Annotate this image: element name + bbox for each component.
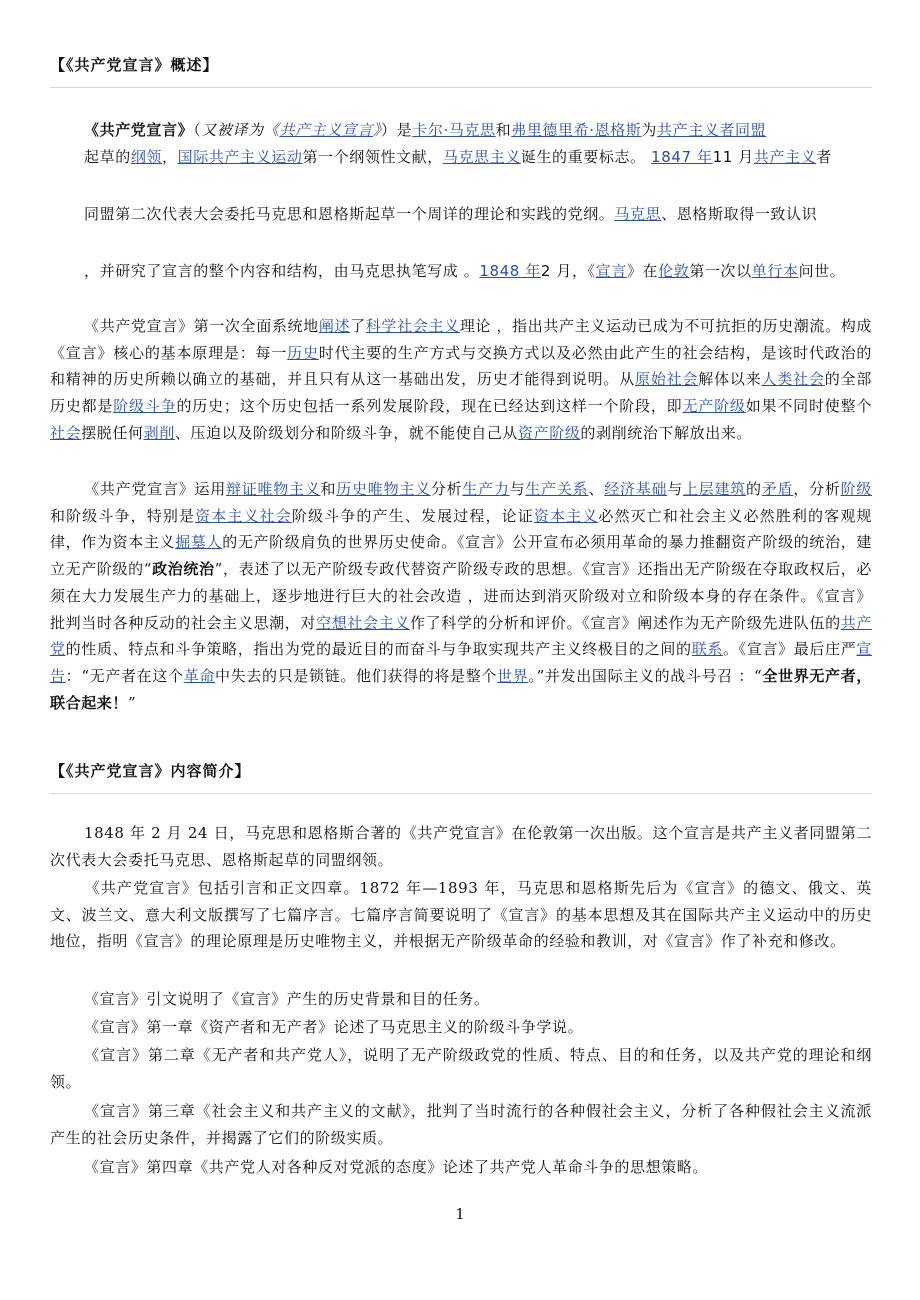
bold-text: 政治统治 xyxy=(152,560,215,579)
text: 作了科学的分析和评价。《宣言》阐述作为无产阶级先进队伍的 xyxy=(410,613,841,632)
text: 第一个纲领性文献， xyxy=(302,147,443,166)
text: 如果不同时使整个 xyxy=(745,397,872,416)
text: 问世。 xyxy=(798,262,846,280)
link-class[interactable]: 阶级 xyxy=(840,480,872,498)
link-relations-of-production[interactable]: 生产关系 xyxy=(525,480,589,498)
link-history[interactable]: 历史 xyxy=(287,343,319,362)
link-scientific-socialism[interactable]: 科学社会主义 xyxy=(365,317,460,335)
text: ” xyxy=(128,693,137,712)
link-proletariat[interactable]: 无产阶级 xyxy=(682,397,746,416)
paragraph xyxy=(50,986,872,1013)
paragraph xyxy=(50,1098,872,1151)
text: 1848 年 2 月 24 日，马克思和恩格斯合著的《共产党宣言》在伦敦第一次出版。这个宣言是共产主义者同盟第二次代表大会委托马克思、恩格斯起草的同盟纲领。 xyxy=(50,824,872,869)
text: 的剥削统治下解放出来。 xyxy=(580,423,753,442)
text: 》 xyxy=(372,121,382,139)
link-economic-base[interactable]: 经济基础 xyxy=(604,480,668,498)
link-marx[interactable]: 马克思 xyxy=(614,205,662,223)
text: 的无产阶级肩负的世界历史使命。《宣言》公开宣布必须用革命的暴力推翻资产阶级的统治，建立无产阶级的“ xyxy=(50,533,872,579)
text: 2 月，《 xyxy=(540,262,596,280)
text: 和阶级斗争，特别是 xyxy=(50,506,196,525)
text: （ xyxy=(193,121,202,139)
link-utopian-socialism[interactable]: 空想社会主义 xyxy=(316,613,410,632)
text: 《共产党宣言》 xyxy=(84,121,194,139)
paragraph xyxy=(50,1042,872,1095)
link-revolution[interactable]: 革命 xyxy=(183,666,216,685)
text: ”，表述了以无产阶级专政代替资产阶级专政的思想。《宣言》还指出无产阶级在夺取政权后，必须在大力发展生产力的基础上，逐步地进行巨大的社会改造 ，进而达到消灭阶级对立和阶级本身的存在条件。《宣言》批判当时各种反动的社会主义思潮，对 xyxy=(50,560,873,632)
text: 11 月 xyxy=(712,147,754,166)
text: ， xyxy=(162,147,178,166)
text: 者 xyxy=(816,147,832,166)
text: 为 xyxy=(641,121,658,139)
link-historical-materialism[interactable]: 历史唯物主义 xyxy=(336,480,431,498)
text: 的全部历史都是 xyxy=(50,370,872,416)
text: 、恩格斯取得一致认识 xyxy=(661,205,818,223)
link-capitalist-society[interactable]: 资本主义社会 xyxy=(195,506,292,525)
link-connection[interactable]: 联系 xyxy=(691,640,724,659)
paragraph xyxy=(50,820,872,873)
link-1847[interactable]: 1847 年 xyxy=(651,147,713,166)
text: 《共产党宣言》第一次全面系统地 xyxy=(84,317,319,335)
link-communist-league[interactable]: 共产主义者同盟 xyxy=(657,121,767,139)
paragraph xyxy=(50,875,872,955)
link-primitive-society[interactable]: 原始社会 xyxy=(635,370,699,389)
text: 。《宣言》最后庄严 xyxy=(723,640,857,659)
link-superstructure[interactable]: 上层建筑 xyxy=(683,480,747,498)
text: 分析 xyxy=(430,480,463,498)
text: 《共产党宣言》运用 xyxy=(84,480,226,498)
paragraph xyxy=(50,1014,872,1041)
link-class-struggle[interactable]: 阶级斗争 xyxy=(113,397,177,416)
link-gravedigger[interactable]: 掘墓人 xyxy=(175,533,223,552)
link-marxism[interactable]: 马克思主义 xyxy=(442,147,521,166)
text: 同盟第二次代表大会委托马克思和恩格斯起草一个周详的理论和实践的党纲。 xyxy=(84,205,615,223)
link-declare[interactable]: 宣告 xyxy=(50,640,872,685)
text: 的历史；这个历史包括一系列发展阶段，现在已经达到这样一个阶段，即 xyxy=(176,397,683,416)
divider xyxy=(50,87,872,88)
text: ，分析 xyxy=(793,480,841,498)
link-karl-marx[interactable]: 卡尔·马克思 xyxy=(412,121,496,139)
text: 摆脱任何 xyxy=(81,423,144,442)
link-pamphlet[interactable]: 单行本 xyxy=(751,262,799,280)
link-london[interactable]: 伦敦 xyxy=(658,262,690,280)
link-engels[interactable]: 弗里德里希·恩格斯 xyxy=(511,121,642,139)
text: ）是 xyxy=(381,121,413,139)
text: 的 xyxy=(746,480,762,498)
bold-text: 全世界无产者，联合起来！ xyxy=(50,666,872,712)
text: 时代主要的生产方式与交换方式以及必然由此产生的社会结构，是该时代政治的和精神的历史所赖以确立的基础，并且只有从这一基础出发，历史才能得到说明。从 xyxy=(50,343,872,389)
text: 阶级斗争的产生、发展过程，论证 xyxy=(291,506,534,525)
text: 解体以来 xyxy=(698,370,762,389)
text: 的性质、特点和斗争策略，指出为党的最近目的而奋斗与争取实现共产主义终极目的之间的 xyxy=(65,640,692,659)
text: 诞生的重要标志。 xyxy=(520,147,646,166)
text: 》在 xyxy=(626,262,659,280)
text: 起草的 xyxy=(84,147,131,166)
link-communism[interactable]: 共产主义 xyxy=(753,147,817,166)
text: 必然灭亡和社会主义必然胜利的客观规律，作为资本主义 xyxy=(50,506,872,552)
link-international-communist-movement[interactable]: 国际共产主义运动 xyxy=(177,147,303,166)
paragraph-league xyxy=(50,201,872,228)
link-program[interactable]: 纲领 xyxy=(130,147,163,166)
section-heading-contents: 【《共产党宣言》内容简介】 xyxy=(50,762,251,780)
link-contradiction[interactable]: 矛盾 xyxy=(761,480,794,498)
text: 《宣言》引文说明了《宣言》产生的历史背景和目的任务。 xyxy=(84,990,490,1008)
text: 又被译为《 xyxy=(201,121,280,139)
link-1848[interactable]: 1848 年 xyxy=(479,262,541,280)
text: 和 xyxy=(320,480,337,498)
link-communist-manifesto[interactable]: 共产主义宣言 xyxy=(279,121,373,139)
link-expound[interactable]: 阐述 xyxy=(318,317,351,335)
text: ：“无产者在这个 xyxy=(65,666,184,685)
paragraph xyxy=(50,1154,872,1181)
link-human-society[interactable]: 人类社会 xyxy=(761,370,825,389)
paragraph-publication xyxy=(50,258,872,285)
link-bourgeoisie[interactable]: 资产阶级 xyxy=(518,423,581,442)
text: 《宣言》第四章《共产党人对各种反对党派的态度》论述了共产党人革命斗争的思想策略。 xyxy=(84,1158,709,1176)
paragraph-theory xyxy=(50,313,872,447)
link-exploitation[interactable]: 剥削 xyxy=(143,423,175,442)
text: ，并研究了宣言的整个内容和结构，由马克思执笔写成 。 xyxy=(84,262,480,280)
paragraph-analysis xyxy=(50,476,872,716)
link-world[interactable]: 世界 xyxy=(497,666,529,685)
text: 。”并发出国际主义的战斗号召 ：“ xyxy=(528,666,763,685)
text: 《宣言》第三章《社会主义和共产主义的文献》，批判了当时流行的各种假社会主义，分析了各种假社会主义流派产生的社会历史条件，并揭露了它们的阶级实质。 xyxy=(50,1102,872,1147)
link-dialectical-materialism[interactable]: 辩证唯物主义 xyxy=(225,480,321,498)
text: 了 xyxy=(350,317,366,335)
link-society[interactable]: 社会 xyxy=(50,423,82,442)
link-productive-forces[interactable]: 生产力 xyxy=(462,480,510,498)
text: 和 xyxy=(495,121,512,139)
text: 与 xyxy=(667,480,683,498)
text: 、压迫以及阶级划分和阶级斗争，就不能使自己从 xyxy=(174,423,519,442)
section-heading-overview: 【《共产党宣言》概述】 xyxy=(50,56,219,74)
divider xyxy=(50,793,872,794)
link-communist-party[interactable]: 共产党 xyxy=(50,613,873,659)
link-capitalism[interactable]: 资本主义 xyxy=(533,506,599,525)
paragraph-intro xyxy=(50,117,872,170)
text: 理论 ，指出共产主义运动已成为不可抗拒的历史潮流。构成《宣言》核心的基本原理是：每一 xyxy=(50,317,872,362)
text: 《共产党宣言》包括引言和正文四章。1872 年—1893 年，马克思和恩格斯先后为《宣言》的德文、俄文、英文、波兰文、意大利文版撰写了七篇序言。七篇序言简要说明了《宣言》的基本思想及其在国际共产主义运动中的历史地位，指明《宣言》的理论原理是历史唯物主义，并根据无产阶级革命的经验和教训，对《宣言》作了补充和修改。 xyxy=(50,879,872,951)
text: 《宣言》第二章《无产者和共产党人》，说明了无产阶级政党的性质、特点、目的和任务，以及共产党的理论和纲领。 xyxy=(50,1046,872,1091)
text: 第一次以 xyxy=(689,262,752,280)
text: 、 xyxy=(588,480,605,498)
text: 《宣言》第一章《资产者和无产者》论述了马克思主义的阶级斗争学说。 xyxy=(84,1018,584,1036)
text: 与 xyxy=(509,480,526,498)
page-number: 1 xyxy=(455,1205,465,1223)
text: 中失去的只是锁链。他们获得的将是整个 xyxy=(215,666,498,685)
link-manifesto[interactable]: 宣言 xyxy=(595,262,627,280)
